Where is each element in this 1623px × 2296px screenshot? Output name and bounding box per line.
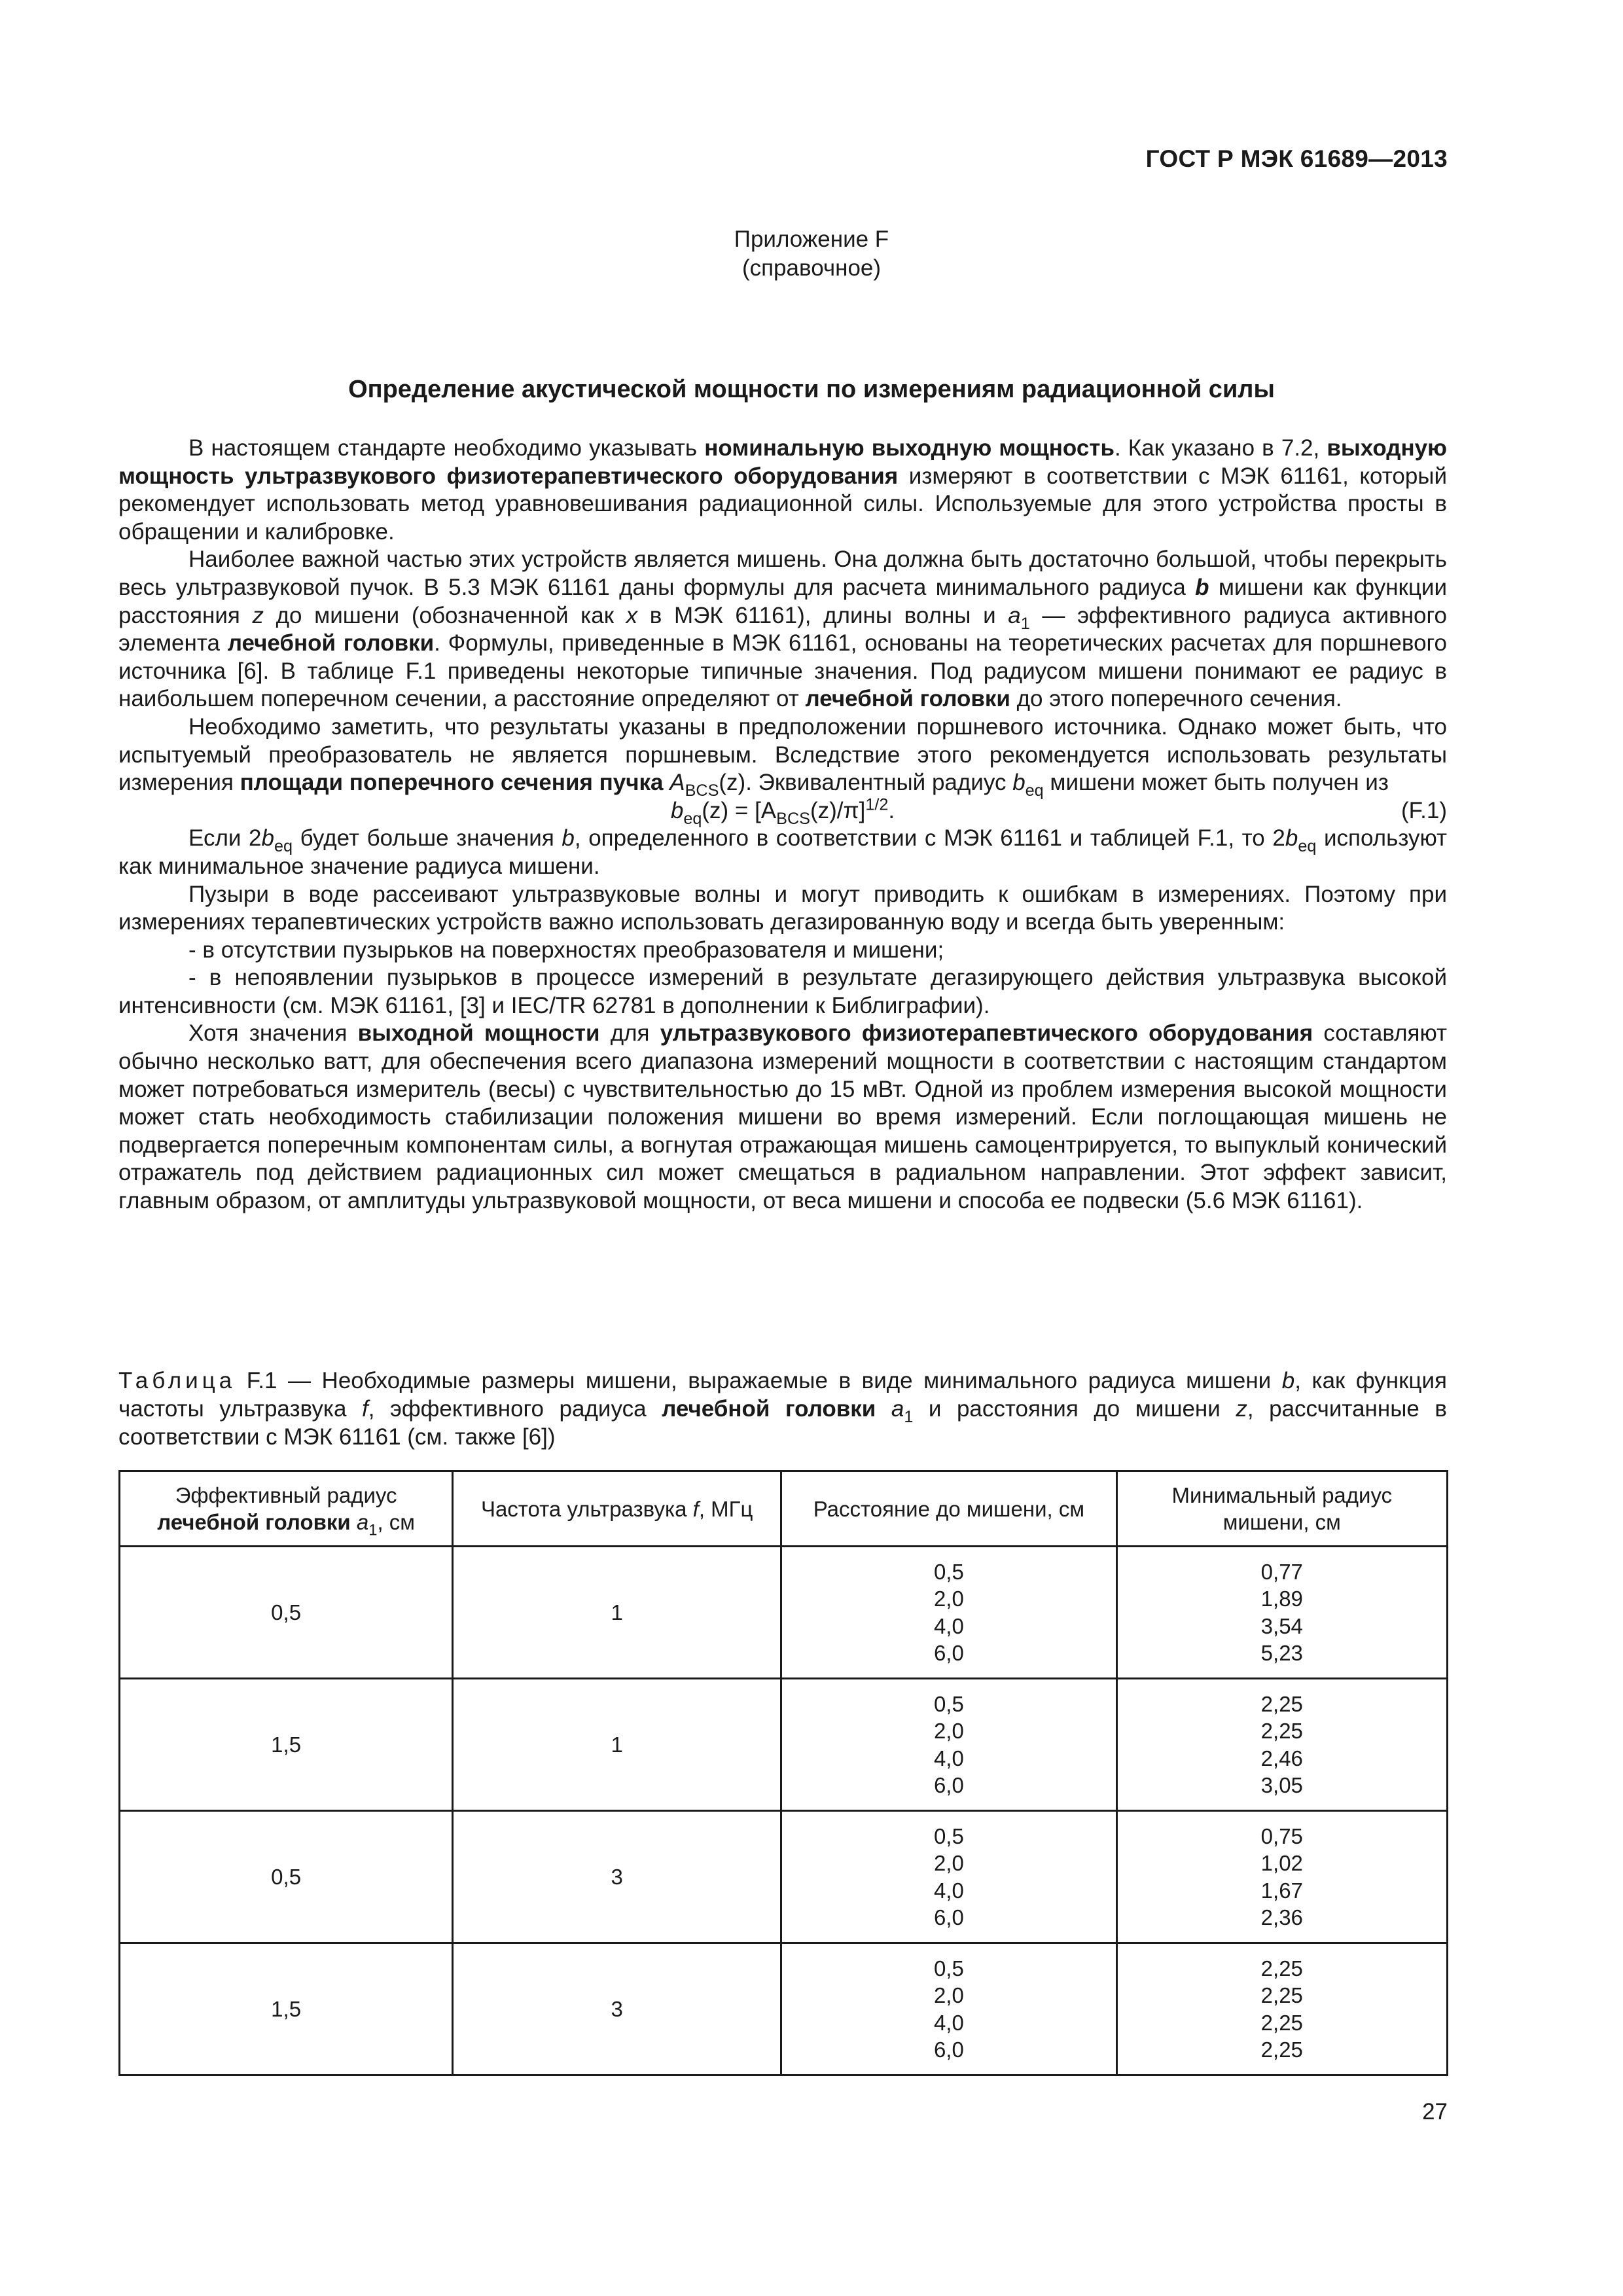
section-title: Определение акустической мощности по измерениям радиационной силы <box>348 376 1275 403</box>
appendix-label: Приложение F <box>734 226 889 252</box>
header-distance: Расстояние до мишени, см <box>781 1471 1116 1547</box>
document-header: ГОСТ Р МЭК 61689—2013 <box>1145 145 1448 172</box>
cell-frequency: 1 <box>453 1547 781 1679</box>
table-row <box>120 1943 1448 2075</box>
data-table <box>118 1470 1448 2076</box>
list-item-2: - в непоявлении пузырьков в процессе измерений в результате дегазирующего действия ультразвука высокой интенсивности (см. МЭК 61161, [3] и IEC/TR 62781 в дополнении к Библиграфии). <box>118 965 1447 1018</box>
cell-distances: 0,5 2,0 4,0 6,0 <box>781 1679 1116 1811</box>
paragraph-5: Пузыри в воде рассеивают ультразвуковые волны и могут приводить к ошибкам в измерениях. Поэтому при измерениях терапевтических устройств важно использовать дегазированную воду и всегда быть уверенным: <box>118 881 1447 935</box>
formula-f1 <box>118 795 1447 828</box>
cell-min-radii: 2,25 2,25 2,25 2,25 <box>1116 1943 1447 2075</box>
cell-min-radii: 0,77 1,89 3,54 5,23 <box>1116 1547 1447 1679</box>
header-effective-radius: Эффективный радиус лечебной головки $a_1$, см <box>120 1471 453 1547</box>
body-text <box>118 435 1447 1215</box>
table-caption: Таблица F.1 — Необходимые размеры мишени, выражаемые в виде минимального радиуса мишени b, как функция частоты ультразвука f, эффективного радиуса лечебной головки $a_1$ и расстояния до мишени z, рассчитанные в соответствии с МЭК 61161 (см. также [6]) <box>118 1368 1447 1450</box>
appendix-heading <box>0 225 1623 283</box>
cell-frequency: 3 <box>453 1943 781 2075</box>
cell-min-radii: 2,25 2,25 2,46 3,05 <box>1116 1679 1447 1811</box>
cell-frequency: 1 <box>453 1679 781 1811</box>
table-row <box>120 1547 1448 1679</box>
cell-min-radii: 0,75 1,02 1,67 2,36 <box>1116 1811 1447 1943</box>
table-header-row <box>120 1471 1448 1547</box>
formula-expression: $b_{eq}(z) = [A_{BCS}(z)/\pi]^{1/2}$. <box>670 795 895 828</box>
header-min-radius: Минимальный радиус мишени, см <box>1116 1471 1447 1547</box>
cell-radius: 0,5 <box>120 1547 453 1679</box>
paragraph-1: В настоящем стандарте необходимо указывать номинальную выходную мощность. Как указано в 7.2, выходную мощность ультразвукового физиотерапевтического оборудования измеряют в соответствии с МЭК 61161, который рекомендует использовать метод уравновешивания радиационной силы. Используемые для этого устройства просты в обращении и калибровке. <box>118 435 1448 545</box>
appendix-type: (справочное) <box>741 255 882 281</box>
paragraph-6: Хотя значения выходной мощности для ультразвукового физиотерапевтического оборудования составляют обычно несколько ватт, для обеспечения всего диапазона измерений мощности в соответствии с настоящим стандартом может потребоваться измеритель (весы) с чувствительностью до 15 мВт. Одной из проблем измерения высокой мощности может стать необходимость стабилизации положения мишени во время измерений. Если поглощающая мишень не подвергается поперечным компонентам силы, а вогнутая отражающая мишень самоцентрируется, то выпуклый конический отражатель под действием радиационных сил может смещаться в радиальном направлении. Этот эффект зависит, главным образом, от амплитуды ультразвуковой мощности, от веса мишени и способа ее подвески (5.6 МЭК 61161). <box>118 1020 1448 1214</box>
cell-distances: 0,5 2,0 4,0 6,0 <box>781 1547 1116 1679</box>
paragraph-3: Необходимо заметить, что результаты указаны в предположении поршневого источника. Однако может быть, что испытуемый преобразователь не является поршневым. Вследствие этого рекомендуется использовать результаты измерения площади поперечного сечения пучка $A_{BCS}(z)$. Эквивалентный радиус $b_{eq}$ мишени может быть получен из <box>118 713 1447 800</box>
page-number: 27 <box>1422 2099 1448 2125</box>
cell-distances: 0,5 2,0 4,0 6,0 <box>781 1811 1116 1943</box>
header-frequency: Частота ультразвука f, МГц <box>453 1471 781 1547</box>
cell-frequency: 3 <box>453 1811 781 1943</box>
paragraph-2: Наиболее важной частью этих устройств является мишень. Она должна быть достаточно большой, чтобы перекрыть весь ультразвуковой пучок. В 5.3 МЭК 61161 даны формулы для расчета минимального радиуса b мишени как функции расстояния z до мишени (обозначенной как x в МЭК 61161), длины волны и $a_1$ — эффективного радиуса активного элемента лечебной головки. Формулы, приведенные в МЭК 61161, основаны на теоретических расчетах для поршневого источника [6]. В таблице F.1 приведены некоторые типичные значения. Под радиусом мишени понимают ее радиус в наибольшем поперечном сечении, а расстояние определяют от лечебной головки до этого поперечного сечения. <box>118 547 1447 712</box>
cell-radius: 0,5 <box>120 1811 453 1943</box>
list-item-1: - в отсутствии пузырьков на поверхностях преобразователя и мишени; <box>188 937 944 963</box>
cell-distances: 0,5 2,0 4,0 6,0 <box>781 1943 1116 2075</box>
paragraph-4: Если $2b_{eq}$ будет больше значения b, определенного в соответствии с МЭК 61161 и таблицей F.1, то $2b_{eq}$ используют как минимальное значение радиуса мишени. <box>118 825 1447 879</box>
table-row <box>120 1811 1448 1943</box>
table-row <box>120 1679 1448 1811</box>
cell-radius: 1,5 <box>120 1943 453 2075</box>
cell-radius: 1,5 <box>120 1679 453 1811</box>
formula-number: (F.1) <box>1401 797 1447 823</box>
